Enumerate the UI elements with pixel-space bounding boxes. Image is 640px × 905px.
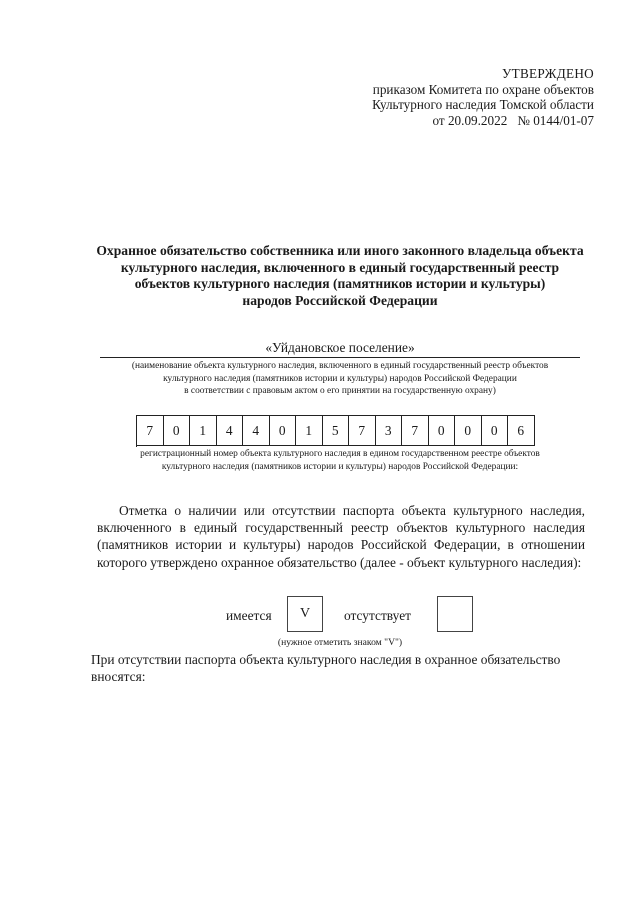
- absent-checkbox[interactable]: [437, 596, 473, 632]
- approval-title: УТВЕРЖДЕНО: [501, 66, 594, 81]
- passport-paragraph: Отметка о наличии или отсутствии паспорта объекта культурного наследия, включенного в единый государственный реестр объектов культурного наследия (памятников истории и культуры) народов Российской Федерации, в отношении которого утверждено охранное обязательство (далее - объект культурного наследия):: [97, 503, 585, 570]
- registration-digit-box: 1: [296, 415, 323, 446]
- registration-digit-box: 0: [482, 415, 509, 446]
- title-line-3: объектов культурного наследия (памятников истории и культуры): [134, 276, 546, 292]
- registration-digit-box: 7: [137, 415, 164, 446]
- present-checkbox[interactable]: V: [287, 596, 323, 632]
- approval-stamp: [372, 66, 594, 128]
- registration-digit-box: 4: [243, 415, 270, 446]
- registration-caption-line-1: регистрационный номер объекта культурного наследия в едином государственном реестре объектов: [140, 449, 540, 459]
- registration-number-boxes: [136, 415, 535, 447]
- registration-digit-box: 1: [190, 415, 217, 446]
- registration-digit-box: 0: [455, 415, 482, 446]
- registration-caption: [96, 448, 584, 473]
- registration-digit-box: 0: [164, 415, 191, 446]
- object-name-caption-line-1: (наименование объекта культурного наследия, включенного в единый государственный реестр объектов: [131, 361, 549, 371]
- object-name-caption: [96, 360, 584, 398]
- registration-caption-line-2: культурного наследия (памятников истории и культуры) народов Российской Федерации:: [161, 461, 519, 472]
- document-title: [60, 243, 620, 309]
- registration-digit-box: 7: [349, 415, 376, 446]
- title-line-2: культурного наследия, включенного в единый государственный реестр: [120, 259, 560, 275]
- object-name-value: «Уйдановское поселение»: [265, 340, 415, 355]
- approval-date: от 20.09.2022: [432, 112, 508, 128]
- passport-presence-row: [0, 596, 640, 636]
- object-name-caption-line-2: культурного наследия (памятников истории и культуры) народов Российской Федерации: [163, 373, 517, 384]
- title-line-4: народов Российской Федерации: [242, 292, 438, 308]
- title-line-1: Охранное обязательство собственника или иного законного владельца объекта: [96, 243, 584, 258]
- approval-line-1: приказом Комитета по охране объектов: [372, 81, 594, 97]
- registration-digit-box: 4: [217, 415, 244, 446]
- registration-digit-box: 0: [429, 415, 456, 446]
- object-name-underline: [100, 357, 580, 358]
- present-label: имеется: [226, 608, 272, 623]
- registration-digit-box: 5: [323, 415, 350, 446]
- object-name-caption-line-3: в соответствии с правовым актом о его принятии на государственную охрану): [184, 386, 496, 397]
- registration-digit-box: 0: [270, 415, 297, 446]
- registration-digit-box: 7: [402, 415, 429, 446]
- approval-line-2: Культурного наследия Томской области: [372, 97, 594, 113]
- registration-digit-box: 6: [508, 415, 535, 446]
- registration-digit-box: 3: [376, 415, 403, 446]
- presence-hint: (нужное отметить знаком "V"): [277, 637, 403, 648]
- absent-label: отсутствует: [344, 608, 411, 623]
- approval-number: № 0144/01-07: [517, 112, 594, 128]
- approval-date-line: [372, 113, 594, 129]
- absence-paragraph: При отсутствии паспорта объекта культурного наследия в охранное обязательство вносятся:: [91, 652, 561, 684]
